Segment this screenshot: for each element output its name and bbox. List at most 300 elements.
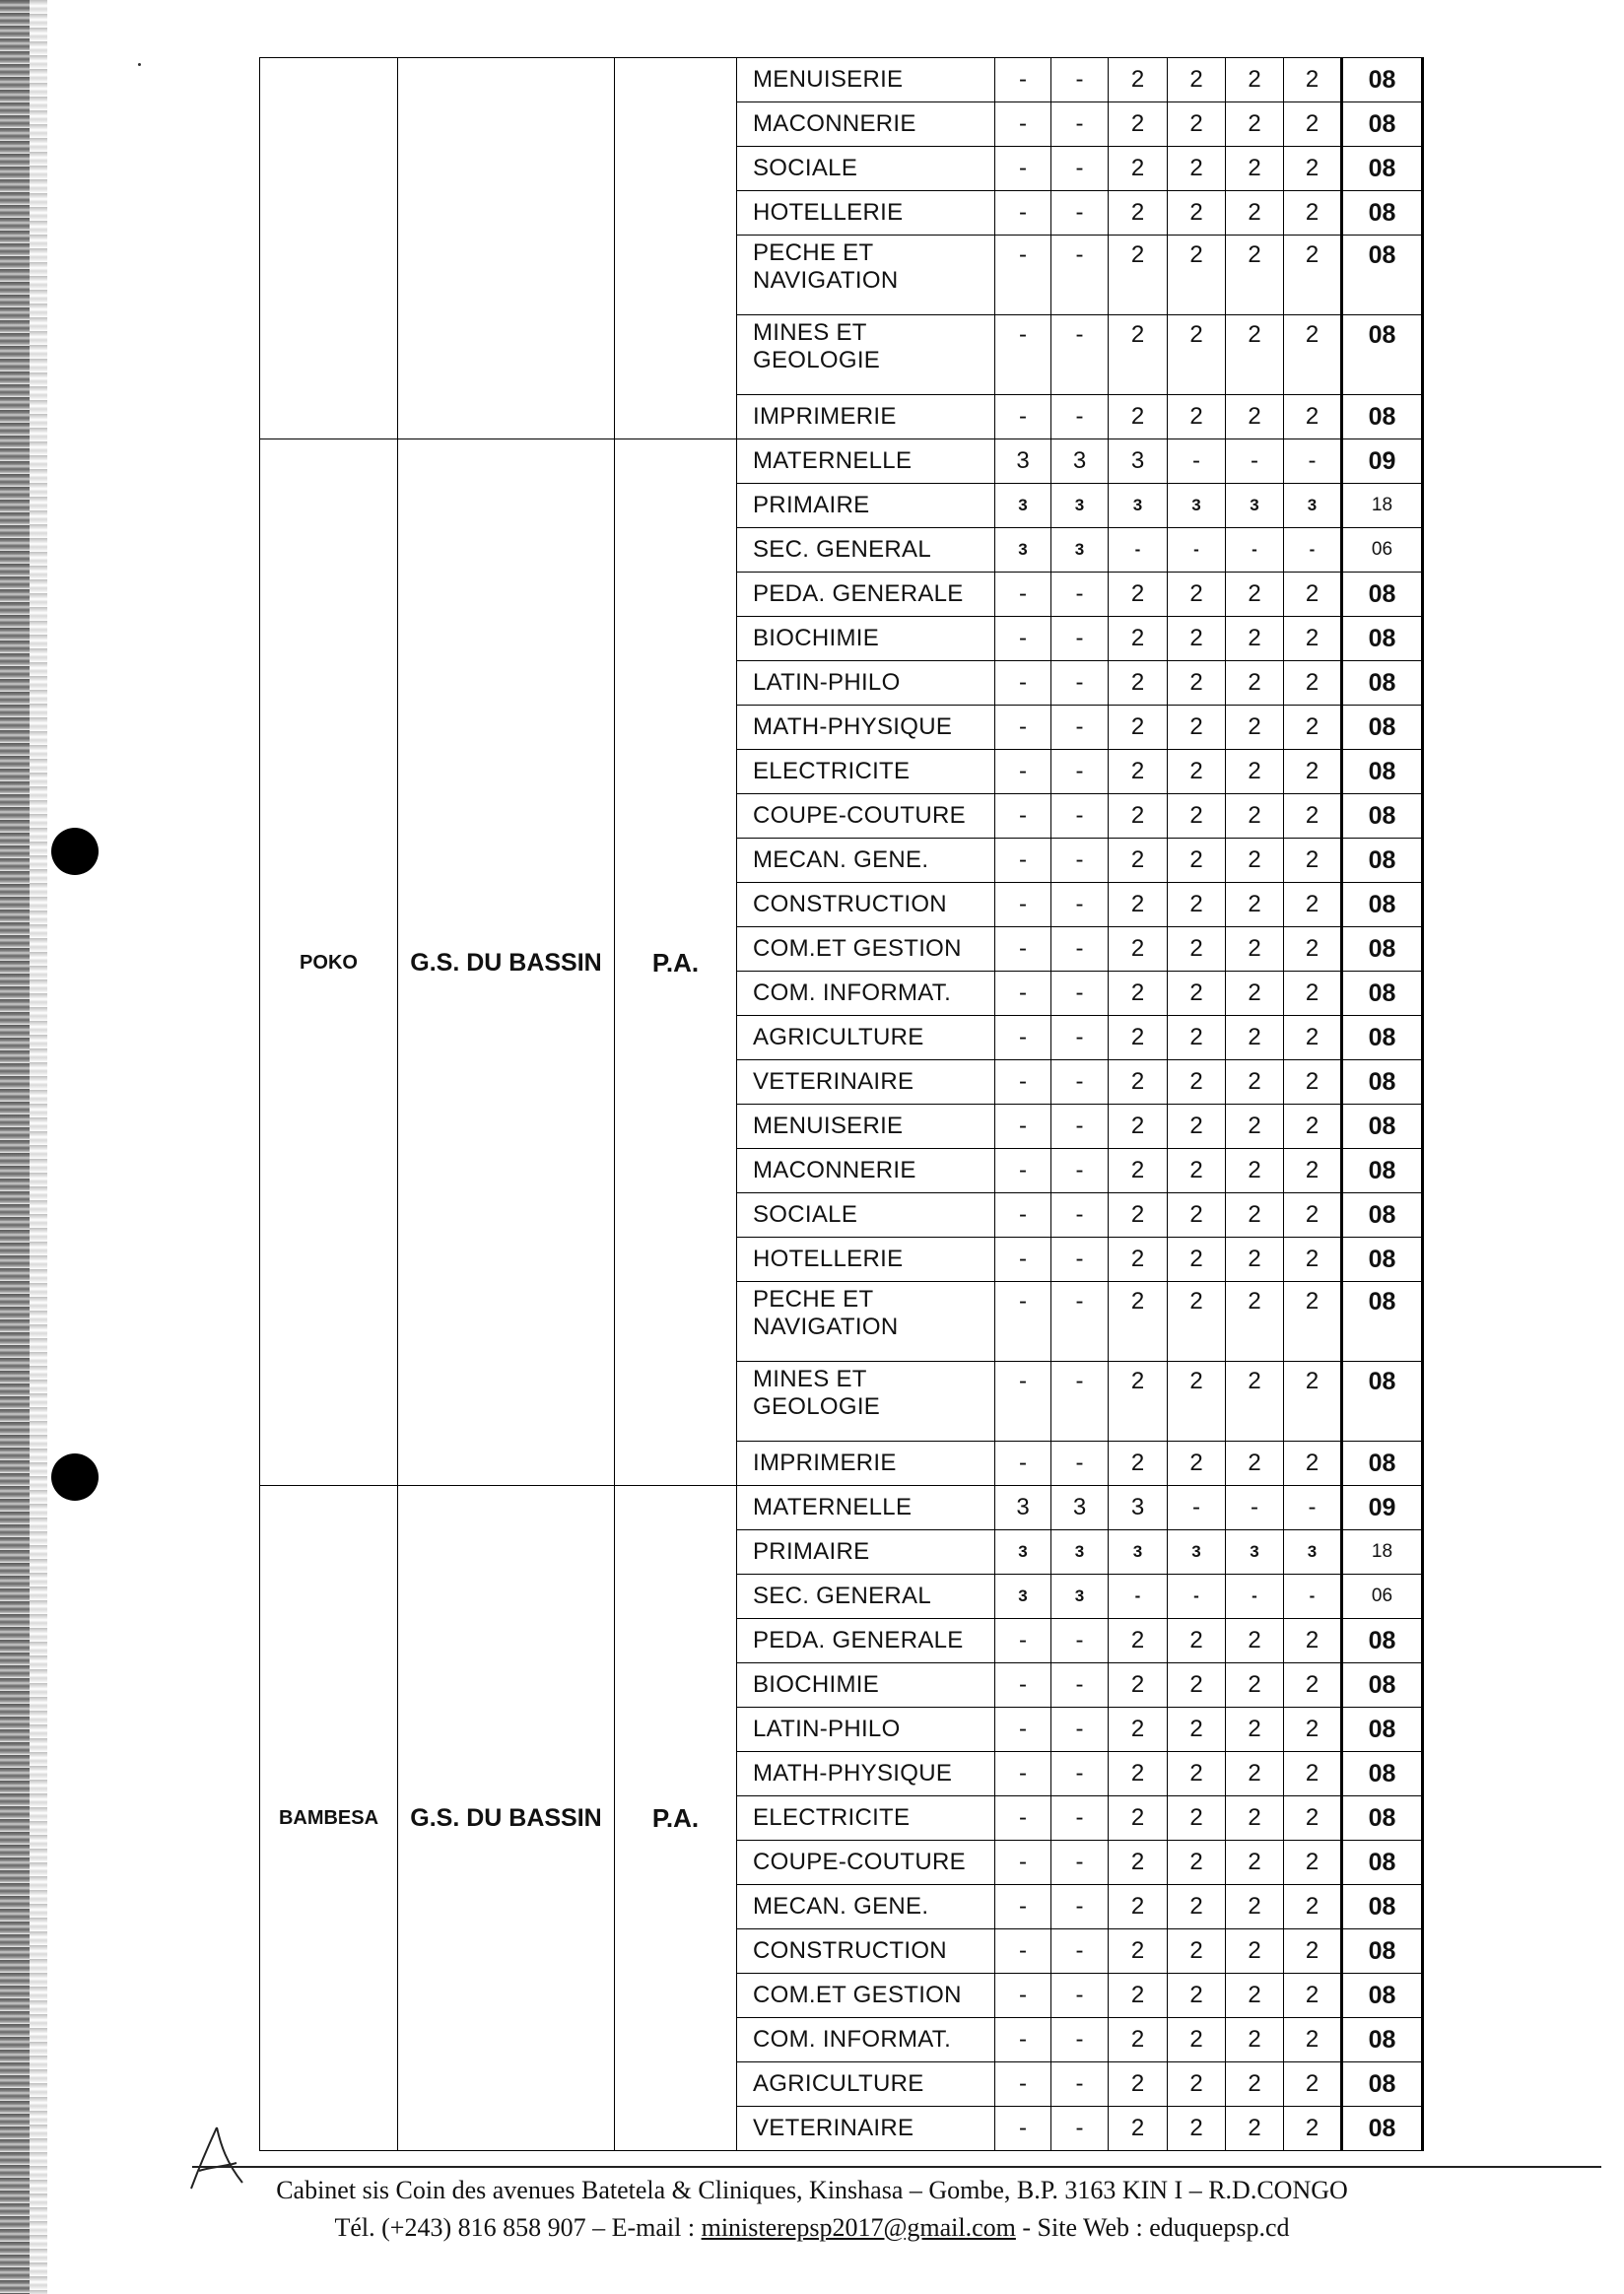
subject-cell: MATERNELLE — [737, 1486, 995, 1530]
status-cell: P.A. — [615, 439, 737, 1486]
level-value-cell: 2 — [1284, 315, 1342, 395]
total-cell: 08 — [1342, 1442, 1423, 1486]
level-value-cell: 2 — [1109, 1149, 1168, 1193]
level-value-cell: 2 — [1109, 706, 1168, 750]
subject-cell: IMPRIMERIE — [737, 395, 995, 439]
level-value-cell: - — [1051, 147, 1109, 191]
level-value-cell: 2 — [1109, 2062, 1168, 2107]
level-value-cell: - — [1051, 1238, 1109, 1282]
subject-cell: VETERINAIRE — [737, 2107, 995, 2151]
level-value-cell: 2 — [1226, 2062, 1284, 2107]
level-value-cell: 2 — [1284, 1708, 1342, 1752]
level-value-cell: - — [995, 2062, 1051, 2107]
level-value-cell: 2 — [1168, 1841, 1226, 1885]
level-value-cell: 2 — [1226, 191, 1284, 236]
total-cell: 08 — [1342, 839, 1423, 883]
level-value-cell: 3 — [1109, 1486, 1168, 1530]
scan-speck — [138, 63, 141, 66]
status-cell — [615, 58, 737, 439]
footer-rule — [192, 2166, 1601, 2168]
level-value-cell: - — [1051, 794, 1109, 839]
total-cell: 08 — [1342, 1238, 1423, 1282]
level-value-cell: 2 — [1109, 794, 1168, 839]
level-value-cell: - — [1051, 1060, 1109, 1105]
level-value-cell: - — [995, 147, 1051, 191]
subject-cell: COM.ET GESTION — [737, 927, 995, 972]
level-value-cell: 2 — [1168, 1929, 1226, 1974]
allocation-table — [259, 57, 1424, 2151]
level-value-cell: 3 — [1051, 439, 1109, 484]
total-cell: 08 — [1342, 102, 1423, 147]
subject-cell: COUPE-COUTURE — [737, 794, 995, 839]
level-value-cell: 2 — [1226, 58, 1284, 102]
subject-cell: MINES ET GEOLOGIE — [737, 315, 995, 395]
level-value-cell: 2 — [1168, 1016, 1226, 1060]
level-value-cell: 2 — [1226, 706, 1284, 750]
level-value-cell: 2 — [1226, 1060, 1284, 1105]
level-value-cell: 2 — [1109, 1752, 1168, 1796]
level-value-cell: 2 — [1284, 617, 1342, 661]
level-value-cell: 2 — [1226, 1105, 1284, 1149]
level-value-cell: - — [1051, 661, 1109, 706]
level-value-cell: 3 — [1226, 1530, 1284, 1575]
level-value-cell: - — [995, 883, 1051, 927]
scan-edge-shadow — [0, 0, 30, 2294]
subject-cell: MATH-PHYSIQUE — [737, 1752, 995, 1796]
level-value-cell: 2 — [1168, 750, 1226, 794]
level-value-cell: - — [995, 1663, 1051, 1708]
level-value-cell: 2 — [1109, 191, 1168, 236]
level-value-cell: 2 — [1284, 927, 1342, 972]
total-cell: 08 — [1342, 617, 1423, 661]
level-value-cell: 2 — [1168, 315, 1226, 395]
level-value-cell: - — [995, 2018, 1051, 2062]
level-value-cell: 2 — [1226, 750, 1284, 794]
subject-cell: BIOCHIMIE — [737, 617, 995, 661]
level-value-cell: - — [1109, 528, 1168, 573]
level-value-cell: - — [1168, 528, 1226, 573]
subject-cell: SOCIALE — [737, 1193, 995, 1238]
level-value-cell: 2 — [1284, 2062, 1342, 2107]
level-value-cell: 2 — [1109, 1796, 1168, 1841]
level-value-cell: 2 — [1168, 1619, 1226, 1663]
school-cell — [398, 58, 615, 439]
level-value-cell: 2 — [1168, 1282, 1226, 1362]
level-value-cell: - — [995, 395, 1051, 439]
level-value-cell: - — [1051, 102, 1109, 147]
level-value-cell: - — [995, 573, 1051, 617]
level-value-cell: - — [995, 236, 1051, 315]
level-value-cell: 3 — [1226, 484, 1284, 528]
punch-hole-bottom — [51, 1453, 99, 1501]
level-value-cell: - — [995, 750, 1051, 794]
level-value-cell: - — [995, 661, 1051, 706]
total-cell: 18 — [1342, 484, 1423, 528]
total-cell: 09 — [1342, 1486, 1423, 1530]
total-cell: 08 — [1342, 1929, 1423, 1974]
level-value-cell: 2 — [1109, 883, 1168, 927]
level-value-cell: 2 — [1109, 1619, 1168, 1663]
level-value-cell: - — [995, 1619, 1051, 1663]
level-value-cell: 2 — [1226, 236, 1284, 315]
level-value-cell: 2 — [1109, 1193, 1168, 1238]
level-value-cell: 2 — [1109, 1442, 1168, 1486]
total-cell: 08 — [1342, 1663, 1423, 1708]
level-value-cell: 2 — [1168, 972, 1226, 1016]
level-value-cell: - — [995, 58, 1051, 102]
locality-cell: BAMBESA — [260, 1486, 398, 2151]
punch-hole-top — [51, 828, 99, 875]
level-value-cell: - — [1226, 1486, 1284, 1530]
level-value-cell: - — [1051, 1796, 1109, 1841]
level-value-cell: 2 — [1109, 2018, 1168, 2062]
level-value-cell: - — [995, 927, 1051, 972]
total-cell: 06 — [1342, 528, 1423, 573]
level-value-cell: 2 — [1109, 236, 1168, 315]
subject-cell: MECAN. GENE. — [737, 1885, 995, 1929]
level-value-cell: 2 — [1226, 1885, 1284, 1929]
subject-cell: SEC. GENERAL — [737, 1575, 995, 1619]
level-value-cell: - — [995, 1929, 1051, 1974]
level-value-cell: - — [1051, 1663, 1109, 1708]
total-cell: 09 — [1342, 439, 1423, 484]
subject-cell: MATH-PHYSIQUE — [737, 706, 995, 750]
level-value-cell: - — [1051, 573, 1109, 617]
level-value-cell: 2 — [1109, 1016, 1168, 1060]
level-value-cell: 2 — [1226, 1016, 1284, 1060]
level-value-cell: 2 — [1284, 1282, 1342, 1362]
level-value-cell: 2 — [1284, 1238, 1342, 1282]
level-value-cell: - — [1051, 1708, 1109, 1752]
level-value-cell: - — [995, 1362, 1051, 1442]
level-value-cell: - — [1051, 706, 1109, 750]
level-value-cell: 2 — [1168, 617, 1226, 661]
level-value-cell: 2 — [1168, 2062, 1226, 2107]
level-value-cell: - — [995, 1149, 1051, 1193]
subject-cell: VETERINAIRE — [737, 1060, 995, 1105]
level-value-cell: 2 — [1226, 1796, 1284, 1841]
level-value-cell: - — [1051, 1105, 1109, 1149]
level-value-cell: 3 — [1284, 484, 1342, 528]
locality-cell: POKO — [260, 439, 398, 1486]
total-cell: 18 — [1342, 1530, 1423, 1575]
subject-cell: MENUISERIE — [737, 58, 995, 102]
level-value-cell: 2 — [1284, 750, 1342, 794]
school-cell: G.S. DU BASSIN — [398, 1486, 615, 2151]
level-value-cell: 2 — [1109, 2107, 1168, 2151]
level-value-cell: 2 — [1109, 58, 1168, 102]
level-value-cell: 2 — [1168, 661, 1226, 706]
level-value-cell: 3 — [1109, 439, 1168, 484]
level-value-cell: 3 — [995, 439, 1051, 484]
level-value-cell: 2 — [1168, 1193, 1226, 1238]
level-value-cell: 2 — [1284, 706, 1342, 750]
level-value-cell: 2 — [1284, 883, 1342, 927]
level-value-cell: - — [995, 1442, 1051, 1486]
subject-cell: ELECTRICITE — [737, 1796, 995, 1841]
level-value-cell: 2 — [1168, 1149, 1226, 1193]
level-value-cell: 2 — [1284, 2018, 1342, 2062]
table-row — [260, 58, 1423, 102]
level-value-cell: - — [1284, 439, 1342, 484]
level-value-cell: 2 — [1226, 1149, 1284, 1193]
footer-address: Cabinet sis Coin des avenues Batetela & Cliniques, Kinshasa – Gombe, B.P. 3163 KIN I – R.D.CONGO — [276, 2176, 1348, 2204]
level-value-cell: 3 — [1051, 484, 1109, 528]
subject-cell: MINES ET GEOLOGIE — [737, 1362, 995, 1442]
level-value-cell: 2 — [1168, 147, 1226, 191]
subject-cell: SEC. GENERAL — [737, 528, 995, 573]
level-value-cell: - — [1051, 2062, 1109, 2107]
level-value-cell: - — [995, 706, 1051, 750]
level-value-cell: 3 — [995, 528, 1051, 573]
school-cell: G.S. DU BASSIN — [398, 439, 615, 1486]
subject-cell: AGRICULTURE — [737, 2062, 995, 2107]
level-value-cell: 2 — [1109, 1663, 1168, 1708]
level-value-cell: 2 — [1226, 1929, 1284, 1974]
level-value-cell: - — [1051, 750, 1109, 794]
level-value-cell: - — [995, 315, 1051, 395]
total-cell: 08 — [1342, 236, 1423, 315]
level-value-cell: 2 — [1226, 2107, 1284, 2151]
subject-cell: BIOCHIMIE — [737, 1663, 995, 1708]
total-cell: 08 — [1342, 1796, 1423, 1841]
level-value-cell: - — [995, 1282, 1051, 1362]
level-value-cell: - — [995, 1238, 1051, 1282]
total-cell: 06 — [1342, 1575, 1423, 1619]
total-cell: 08 — [1342, 2062, 1423, 2107]
level-value-cell: 2 — [1284, 191, 1342, 236]
level-value-cell: 2 — [1109, 972, 1168, 1016]
subject-cell: LATIN-PHILO — [737, 1708, 995, 1752]
level-value-cell: 2 — [1284, 1796, 1342, 1841]
subject-cell: COM. INFORMAT. — [737, 2018, 995, 2062]
level-value-cell: 2 — [1226, 1841, 1284, 1885]
level-value-cell: 2 — [1284, 1752, 1342, 1796]
level-value-cell: - — [995, 1841, 1051, 1885]
total-cell: 08 — [1342, 1016, 1423, 1060]
level-value-cell: 2 — [1168, 1796, 1226, 1841]
level-value-cell: - — [1051, 617, 1109, 661]
level-value-cell: - — [1051, 839, 1109, 883]
level-value-cell: 2 — [1109, 617, 1168, 661]
total-cell: 08 — [1342, 147, 1423, 191]
level-value-cell: 2 — [1284, 395, 1342, 439]
subject-cell: PEDA. GENERALE — [737, 573, 995, 617]
level-value-cell: 2 — [1226, 972, 1284, 1016]
level-value-cell: 3 — [995, 1486, 1051, 1530]
level-value-cell: - — [1051, 1149, 1109, 1193]
level-value-cell: 2 — [1226, 147, 1284, 191]
total-cell: 08 — [1342, 1752, 1423, 1796]
level-value-cell: - — [1051, 395, 1109, 439]
level-value-cell: 2 — [1226, 1663, 1284, 1708]
level-value-cell: 2 — [1284, 1105, 1342, 1149]
level-value-cell: - — [1226, 528, 1284, 573]
level-value-cell: 2 — [1109, 1929, 1168, 1974]
level-value-cell: - — [1051, 1442, 1109, 1486]
subject-cell: MACONNERIE — [737, 1149, 995, 1193]
level-value-cell: 2 — [1168, 1060, 1226, 1105]
total-cell: 08 — [1342, 1841, 1423, 1885]
level-value-cell: 2 — [1168, 927, 1226, 972]
subject-cell: CONSTRUCTION — [737, 883, 995, 927]
level-value-cell: 2 — [1226, 1193, 1284, 1238]
level-value-cell: 2 — [1284, 1841, 1342, 1885]
subject-cell: PRIMAIRE — [737, 1530, 995, 1575]
level-value-cell: 2 — [1284, 1149, 1342, 1193]
level-value-cell: 2 — [1168, 58, 1226, 102]
level-value-cell: - — [1284, 528, 1342, 573]
level-value-cell: - — [995, 1105, 1051, 1149]
table-row — [260, 1486, 1423, 1530]
level-value-cell: - — [995, 1193, 1051, 1238]
scan-edge-noise — [30, 0, 47, 2294]
level-value-cell: 2 — [1284, 1442, 1342, 1486]
level-value-cell: 2 — [1226, 927, 1284, 972]
level-value-cell: - — [1051, 191, 1109, 236]
subject-cell: HOTELLERIE — [737, 1238, 995, 1282]
level-value-cell: 2 — [1284, 102, 1342, 147]
table-row — [260, 439, 1423, 484]
subject-cell: LATIN-PHILO — [737, 661, 995, 706]
level-value-cell: 2 — [1168, 1885, 1226, 1929]
level-value-cell: 2 — [1109, 661, 1168, 706]
level-value-cell: 2 — [1168, 236, 1226, 315]
level-value-cell: 2 — [1109, 102, 1168, 147]
level-value-cell: - — [1051, 1362, 1109, 1442]
footer-email-link[interactable]: ministerepsp2017@gmail.com — [701, 2213, 1016, 2242]
level-value-cell: - — [1051, 927, 1109, 972]
level-value-cell: - — [995, 1752, 1051, 1796]
total-cell: 08 — [1342, 1974, 1423, 2018]
level-value-cell: 2 — [1168, 1663, 1226, 1708]
footer-contact — [0, 2213, 1624, 2243]
level-value-cell: 2 — [1226, 883, 1284, 927]
total-cell: 08 — [1342, 1619, 1423, 1663]
level-value-cell: 3 — [1051, 528, 1109, 573]
total-cell: 08 — [1342, 2018, 1423, 2062]
total-cell: 08 — [1342, 706, 1423, 750]
level-value-cell: 2 — [1226, 1362, 1284, 1442]
total-cell: 08 — [1342, 395, 1423, 439]
level-value-cell: 2 — [1226, 1974, 1284, 2018]
level-value-cell: 2 — [1109, 315, 1168, 395]
level-value-cell: 2 — [1226, 1619, 1284, 1663]
subject-cell: SOCIALE — [737, 147, 995, 191]
level-value-cell: 2 — [1226, 617, 1284, 661]
level-value-cell: 2 — [1168, 395, 1226, 439]
level-value-cell: 3 — [1168, 484, 1226, 528]
level-value-cell: 3 — [995, 1575, 1051, 1619]
level-value-cell: - — [995, 1016, 1051, 1060]
level-value-cell: 2 — [1109, 1105, 1168, 1149]
level-value-cell: 2 — [1226, 315, 1284, 395]
total-cell: 08 — [1342, 191, 1423, 236]
level-value-cell: 2 — [1284, 1619, 1342, 1663]
level-value-cell: 2 — [1284, 1929, 1342, 1974]
level-value-cell: - — [1051, 2107, 1109, 2151]
level-value-cell: 2 — [1284, 58, 1342, 102]
level-value-cell: 2 — [1109, 395, 1168, 439]
level-value-cell: 2 — [1226, 1442, 1284, 1486]
level-value-cell: - — [1284, 1486, 1342, 1530]
subject-cell: COM. INFORMAT. — [737, 972, 995, 1016]
level-value-cell: - — [995, 1796, 1051, 1841]
level-value-cell: - — [995, 102, 1051, 147]
level-value-cell: 2 — [1109, 1708, 1168, 1752]
subject-cell: ELECTRICITE — [737, 750, 995, 794]
level-value-cell: 2 — [1168, 794, 1226, 839]
level-value-cell: 2 — [1284, 1060, 1342, 1105]
level-value-cell: 2 — [1284, 1193, 1342, 1238]
subject-cell: PRIMAIRE — [737, 484, 995, 528]
level-value-cell: 2 — [1226, 573, 1284, 617]
level-value-cell: 2 — [1226, 102, 1284, 147]
level-value-cell: - — [995, 2107, 1051, 2151]
level-value-cell: 2 — [1226, 2018, 1284, 2062]
total-cell: 08 — [1342, 1060, 1423, 1105]
level-value-cell: - — [1284, 1575, 1342, 1619]
subject-cell: MENUISERIE — [737, 1105, 995, 1149]
total-cell: 08 — [1342, 1149, 1423, 1193]
level-value-cell: 3 — [1109, 484, 1168, 528]
level-value-cell: - — [995, 617, 1051, 661]
level-value-cell: 2 — [1109, 573, 1168, 617]
level-value-cell: 2 — [1284, 839, 1342, 883]
level-value-cell: 2 — [1226, 794, 1284, 839]
level-value-cell: 2 — [1168, 2018, 1226, 2062]
level-value-cell: 2 — [1168, 1708, 1226, 1752]
total-cell: 08 — [1342, 883, 1423, 927]
level-value-cell: - — [1051, 1193, 1109, 1238]
level-value-cell: 2 — [1168, 102, 1226, 147]
level-value-cell: 2 — [1284, 1974, 1342, 2018]
level-value-cell: 2 — [1109, 1282, 1168, 1362]
level-value-cell: 2 — [1168, 191, 1226, 236]
subject-cell: MACONNERIE — [737, 102, 995, 147]
subject-cell: CONSTRUCTION — [737, 1929, 995, 1974]
total-cell: 08 — [1342, 750, 1423, 794]
level-value-cell: - — [995, 794, 1051, 839]
level-value-cell: - — [1051, 883, 1109, 927]
level-value-cell: - — [995, 1974, 1051, 2018]
total-cell: 08 — [1342, 1708, 1423, 1752]
level-value-cell: - — [1051, 1929, 1109, 1974]
subject-cell: PECHE ET NAVIGATION — [737, 1282, 995, 1362]
level-value-cell: - — [1051, 2018, 1109, 2062]
level-value-cell: - — [1051, 315, 1109, 395]
total-cell: 08 — [1342, 2107, 1423, 2151]
level-value-cell: - — [1051, 1974, 1109, 2018]
level-value-cell: 3 — [1168, 1530, 1226, 1575]
level-value-cell: 2 — [1284, 794, 1342, 839]
total-cell: 08 — [1342, 661, 1423, 706]
subject-cell: COM.ET GESTION — [737, 1974, 995, 2018]
level-value-cell: 3 — [1051, 1530, 1109, 1575]
level-value-cell: 2 — [1284, 1016, 1342, 1060]
footer-site: - Site Web : eduquepsp.cd — [1015, 2213, 1290, 2242]
level-value-cell: 2 — [1168, 883, 1226, 927]
level-value-cell: - — [1226, 1575, 1284, 1619]
subject-cell: AGRICULTURE — [737, 1016, 995, 1060]
level-value-cell: 2 — [1168, 839, 1226, 883]
level-value-cell: 2 — [1109, 1841, 1168, 1885]
level-value-cell: - — [1051, 1619, 1109, 1663]
level-value-cell: 2 — [1109, 1974, 1168, 2018]
total-cell: 08 — [1342, 1885, 1423, 1929]
level-value-cell: 2 — [1226, 839, 1284, 883]
level-value-cell: 2 — [1226, 661, 1284, 706]
